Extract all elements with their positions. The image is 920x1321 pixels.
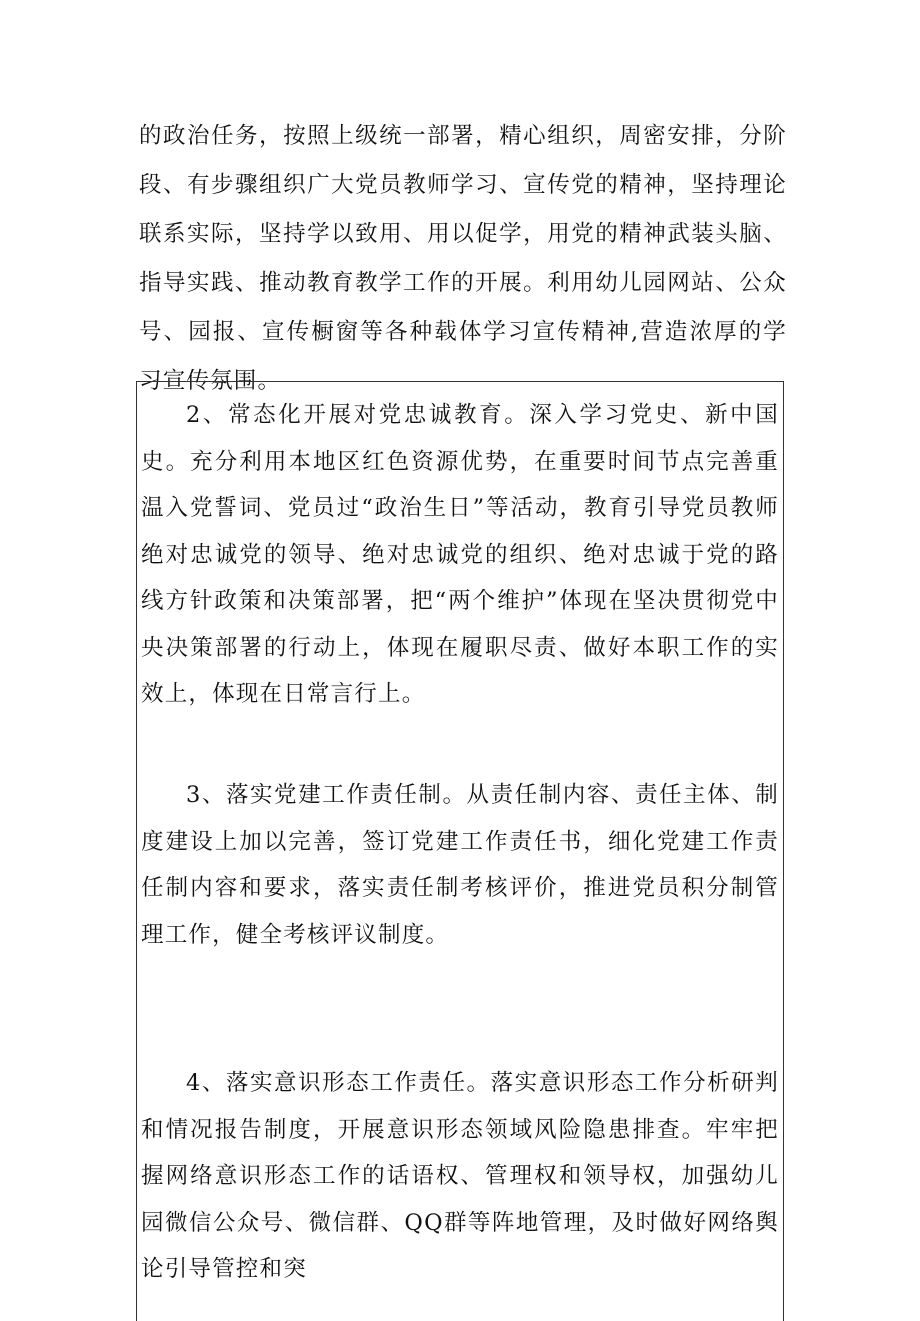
item-paragraph-3: 3、落实党建工作责任制。从责任制内容、责任主体、制度建设上加以完善，签订党建工作责任书，细化党建工作责任制内容和要求，落实责任制考核评价，推进党员积分制管理工作，健全考核评议制度。 — [141, 782, 779, 948]
item-paragraph-4: 4、落实意识形态工作责任。落实意识形态工作分析研判和情况报告制度，开展意识形态领域风险隐患排查。牢牢把握网络意识形态工作的话语权、管理权和领导权，加强幼儿园微信公众号、微信群、QQ群等阵地管理，及时做好网络舆论引导管控和突 — [141, 1070, 779, 1282]
content-table-cell — [136, 381, 784, 1321]
item-paragraph-2: 2、常态化开展对党忠诚教育。深入学习党史、新中国史。充分利用本地区红色资源优势，在重要时间节点完善重温入党誓词、党员过“政治生日”等活动，教育引导党员教师绝对忠诚党的领导、绝对忠诚党的组织、绝对忠诚于党的路线方针政策和决策部署，把“两个维护”体现在坚决贯彻党中央决策部署的行动上，体现在履职尽责、做好本职工作的实效上，体现在日常言行上。 — [141, 402, 779, 707]
intro-paragraph: 的政治任务，按照上级统一部署，精心组织，周密安排，分阶段、有步骤组织广大党员教师学习、宣传党的精神，坚持理论联系实际，坚持学以致用、用以促学，用党的精神武装头脑、指导实践、推动教育教学工作的开展。利用幼儿园网站、公众号、园报、宣传橱窗等各种载体学习宣传精神,营造浓厚的学习宣传氛围。 — [139, 123, 787, 394]
